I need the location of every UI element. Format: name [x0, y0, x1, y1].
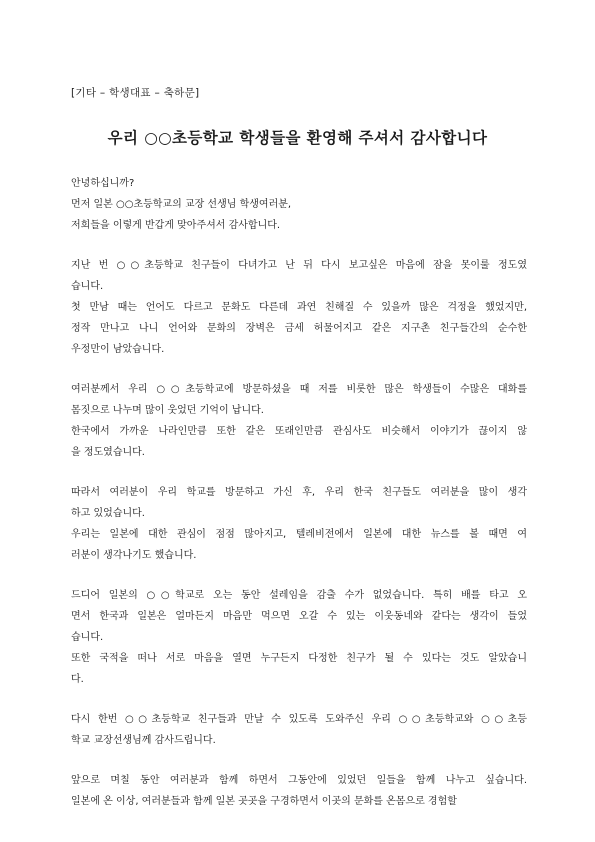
text-line: 지난 번 ○○초등학교 친구들이 다녀가고 난 뒤 다시 보고싶은 마음에 잠을 못이룰 정도였: [71, 260, 527, 271]
paragraph: [71, 255, 527, 360]
document-body: [71, 173, 527, 831]
text-line: 또한 국적을 떠나 서로 마음을 열면 누구든지 다정한 친구가 될 수 있다는 것도 알았습니: [71, 653, 527, 664]
paragraph: [71, 379, 527, 463]
paragraph: [71, 709, 527, 751]
text-line: 습니다.: [71, 281, 104, 292]
text-line: 습니다.: [71, 632, 104, 643]
text-line: 먼저 일본 ○○초등학교의 교장 선생님 학생여러분,: [71, 199, 292, 210]
text-line: 다시 한번 ○○초등학교 친구들과 만날 수 있도록 도와주신 우리 ○○초등학교와 ○○초등: [71, 714, 527, 725]
text-line: 한국에서 가까운 나라인만큼 또한 같은 또래인만큼 관심사도 비슷해서 이야기가 끊이지 않: [71, 426, 527, 437]
text-line: 우정만이 남았습니다.: [71, 344, 165, 355]
text-line: 안녕하십니까?: [71, 178, 135, 189]
text-line: 여러분께서 우리 ○○초등학교에 방문하셨을 때 저를 비롯한 많은 학생들이 수많은 대화를: [71, 384, 527, 395]
document-title: 우리 ○○초등학교 학생들을 환영해 주셔서 감사합니다: [107, 129, 488, 147]
text-line: 다.: [71, 674, 84, 685]
text-line: 드디어 일본의 ○○학교로 오는 동안 설레임을 감출 수가 없었습니다. 특히 배를 타고 오: [71, 590, 527, 601]
text-line: 일본에 온 이상, 여러분들과 함께 일본 곳곳을 구경하면서 이곳의 문화를 온몸으로 경험할: [71, 796, 457, 807]
text-line: 저희들을 이렇게 반갑게 맞아주셔서 감사합니다.: [71, 220, 281, 231]
text-line: 하고 있었습니다.: [71, 508, 145, 519]
paragraph: [71, 173, 527, 236]
text-line: 정작 만나고 나니 언어와 문화의 장벽은 금세 허물어지고 같은 지구촌 친구들간의 순수한: [71, 323, 527, 334]
text-line: 첫 만남 때는 언어도 다르고 문화도 다른데 과연 친해질 수 있을까 많은 걱정을 했었지만,: [71, 302, 527, 313]
text-line: 러분이 생각나기도 했습니다.: [71, 550, 197, 561]
paragraph: [71, 585, 527, 690]
text-line: 몸짓으로 나누며 많이 웃었던 기억이 납니다.: [71, 405, 264, 416]
text-line: 학교 교장선생님께 감사드립니다.: [71, 735, 216, 746]
text-line: 따라서 여러분이 우리 학교를 방문하고 가신 후, 우리 한국 친구들도 여러분을 많이 생각: [71, 487, 527, 498]
text-line: 면서 한국과 일본은 얼마든지 마음만 먹으면 오갈 수 있는 이웃동네와 같다는 생각이 들었: [71, 611, 527, 622]
text-line: 을 정도였습니다.: [71, 447, 145, 458]
category-tag: [기타 – 학생대표 – 축하문]: [71, 87, 200, 99]
text-line: 앞으로 며칠 동안 여러분과 함께 하면서 그동안에 있었던 일들을 함께 나누고 싶습니다.: [71, 775, 527, 786]
text-line: 우리는 일본에 대한 관심이 점점 많아지고, 텔레비전에서 일본에 대한 뉴스를 볼 때면 여: [71, 529, 527, 540]
paragraph: [71, 770, 527, 812]
paragraph: [71, 482, 527, 566]
